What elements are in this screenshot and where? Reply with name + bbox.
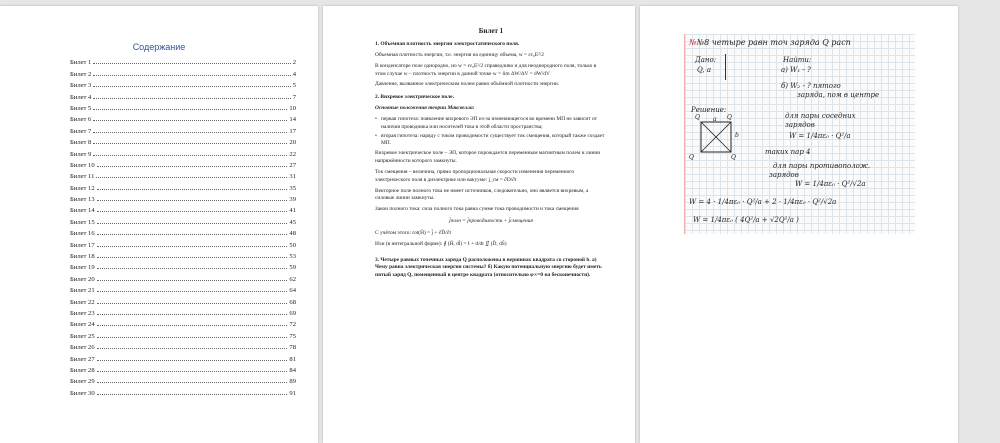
q2-formula-3: Или (в интегральной форме): ∮ (H̄, dl̄) = I + d/dt ∬ (D̄, dS̄) xyxy=(375,240,507,247)
toc-entry-page: 41 xyxy=(289,207,296,215)
toc-leader-dots xyxy=(93,63,290,64)
notes-step-6: W = 4 · 1/4πε₀ · Q²/a + 2 · 1/4πε₀ · Q²/√2a xyxy=(689,198,837,206)
toc-entry-label: Билет 12 xyxy=(70,184,95,192)
toc-entry-page: 78 xyxy=(289,344,296,352)
toc-leader-dots xyxy=(93,155,287,156)
toc-entry-page: 91 xyxy=(289,389,296,397)
notes-step-1b: зарядов xyxy=(785,121,815,129)
toc-entry-label: Билет 9 xyxy=(70,150,92,158)
toc-entry-page: 10 xyxy=(289,104,296,112)
toc-list xyxy=(70,55,296,397)
charge-label-tl: Q xyxy=(695,114,700,121)
toc-entry[interactable] xyxy=(70,374,296,385)
notes-header: №№8 четыре равн точ заряда Q расп xyxy=(689,38,851,47)
q1-paragraph-3: Давление, вызванное электрическим полем равно объёмной плотности энергии. xyxy=(375,81,560,88)
toc-leader-dots xyxy=(97,314,288,315)
toc-entry[interactable] xyxy=(70,146,296,157)
toc-entry[interactable] xyxy=(70,192,296,203)
toc-entry-label: Билет 16 xyxy=(70,230,95,238)
toc-leader-dots xyxy=(97,257,288,258)
notes-find-a: а) W₁ - ? xyxy=(781,66,811,74)
charge-label-br: Q xyxy=(731,154,736,161)
toc-entry[interactable] xyxy=(70,89,296,100)
toc-leader-dots xyxy=(97,382,288,383)
toc-entry[interactable] xyxy=(70,317,296,328)
toc-entry[interactable] xyxy=(70,214,296,225)
toc-leader-dots xyxy=(97,303,288,304)
q1-paragraph-2: В конденсаторе поле однородно, но w = εε₀E²/2 справедливо и для неоднородного поля, только в этом случае w – плотность энергии в данной точке w = lim ΔW/ΔV = dW/dV xyxy=(375,62,597,77)
toc-entry-page: 2 xyxy=(292,59,296,67)
toc-entry-page: 62 xyxy=(289,275,296,283)
toc-entry[interactable] xyxy=(70,180,296,191)
toc-entry-page: 4 xyxy=(292,70,296,78)
toc-entry-label: Билет 18 xyxy=(70,253,95,261)
notebook-photo xyxy=(684,34,915,234)
toc-entry-page: 35 xyxy=(289,184,296,192)
toc-entry-label: Билет 8 xyxy=(70,139,92,147)
toc-entry-label: Билет 30 xyxy=(70,389,95,397)
toc-entry-page: 50 xyxy=(289,241,296,249)
toc-entry[interactable] xyxy=(70,112,296,123)
notes-find-b2: заряда, пом в центре xyxy=(797,91,880,99)
toc-leader-dots xyxy=(93,109,287,110)
q2-bullet-2: • вторая гипотеза: наряду с током проводимости существует ток смещения, который также создает МП. xyxy=(375,133,607,149)
toc-leader-dots xyxy=(97,348,288,349)
toc-entry-page: 17 xyxy=(289,127,296,135)
toc-entry[interactable] xyxy=(70,101,296,112)
toc-entry[interactable] xyxy=(70,169,296,180)
charge-label-bl: Q xyxy=(689,154,694,161)
notes-page xyxy=(640,6,958,443)
toc-leader-dots xyxy=(93,86,290,87)
toc-entry-label: Билет 23 xyxy=(70,309,95,317)
toc-entry-page: 27 xyxy=(289,161,296,169)
notes-given-values: Q, a xyxy=(697,66,712,74)
toc-leader-dots xyxy=(97,291,288,292)
notes-step-4: для пары противополож. xyxy=(773,162,871,170)
toc-leader-dots xyxy=(97,223,288,224)
toc-entry-label: Билет 29 xyxy=(70,378,95,386)
toc-entry[interactable] xyxy=(70,294,296,305)
toc-entry[interactable] xyxy=(70,158,296,169)
toc-entry-label: Билет 14 xyxy=(70,207,95,215)
notes-step-3: таких пар 4 xyxy=(765,148,811,156)
toc-entry-page: 89 xyxy=(289,378,296,386)
notes-step-5: W = 1/4πε₀ · Q²/√2a xyxy=(795,180,866,188)
notes-solution-label: Решение: xyxy=(691,106,727,114)
toc-entry[interactable] xyxy=(70,340,296,351)
toc-leader-dots xyxy=(97,246,288,247)
toc-leader-dots xyxy=(93,120,287,121)
toc-leader-dots xyxy=(97,394,288,395)
toc-entry-label: Билет 6 xyxy=(70,116,92,124)
toc-entry[interactable] xyxy=(70,328,296,339)
toc-entry[interactable] xyxy=(70,203,296,214)
toc-entry-page: 84 xyxy=(289,366,296,374)
side-label-b: b xyxy=(735,132,739,139)
toc-leader-dots xyxy=(97,360,288,361)
toc-leader-dots xyxy=(97,166,288,167)
toc-entry-label: Билет 11 xyxy=(70,173,95,181)
toc-entry-page: 48 xyxy=(289,230,296,238)
toc-leader-dots xyxy=(97,325,288,326)
toc-entry-label: Билет 24 xyxy=(70,321,95,329)
q2-heading: 2. Вихревое электрическое поле. xyxy=(375,94,454,101)
toc-entry[interactable] xyxy=(70,55,296,66)
toc-leader-dots xyxy=(97,371,288,372)
toc-entry-page: 14 xyxy=(289,116,296,124)
toc-entry-label: Билет 17 xyxy=(70,241,95,249)
toc-entry-page: 20 xyxy=(289,139,296,147)
toc-entry[interactable] xyxy=(70,249,296,260)
q2-subheading: Основные положения теории Максвелла: xyxy=(375,105,475,112)
toc-entry[interactable] xyxy=(70,135,296,146)
toc-leader-dots xyxy=(93,132,287,133)
toc-entry-label: Билет 1 xyxy=(70,59,92,67)
toc-leader-dots xyxy=(97,211,288,212)
toc-entry-page: 69 xyxy=(289,309,296,317)
notes-step-2: W = 1/4πε₀ · Q²/a xyxy=(789,132,851,140)
q2-paragraph-4: Закон полного тока: сила полного тока равна сумме тока проводимости и тока смещения xyxy=(375,206,579,213)
charge-label-tr: Q xyxy=(727,114,732,121)
q1-heading: 1. Объемная плотность энергии электростатического поля. xyxy=(375,41,520,48)
toc-entry-label: Билет 7 xyxy=(70,127,92,135)
toc-leader-dots xyxy=(96,177,287,178)
toc-leader-dots xyxy=(97,268,288,269)
toc-entry[interactable] xyxy=(70,66,296,77)
toc-entry[interactable] xyxy=(70,283,296,294)
toc-leader-dots xyxy=(97,337,288,338)
toc-entry-page: 64 xyxy=(289,287,296,295)
toc-entry-page: 39 xyxy=(289,196,296,204)
notes-divider xyxy=(725,54,726,80)
toc-leader-dots xyxy=(97,189,288,190)
toc-leader-dots xyxy=(93,143,287,144)
notes-find-label: Найти: xyxy=(783,56,812,64)
toc-leader-dots xyxy=(97,200,288,201)
notes-step-1: для пары соседних xyxy=(785,112,856,120)
toc-entry-label: Билет 26 xyxy=(70,344,95,352)
toc-entry-label: Билет 20 xyxy=(70,275,95,283)
toc-entry-page: 59 xyxy=(289,264,296,272)
toc-entry-page: 68 xyxy=(289,298,296,306)
toc-leader-dots xyxy=(97,280,288,281)
toc-entry-page: 31 xyxy=(289,173,296,181)
ticket-page xyxy=(323,6,635,443)
toc-entry-label: Билет 15 xyxy=(70,218,95,226)
toc-entry[interactable] xyxy=(70,78,296,89)
toc-entry-label: Билет 3 xyxy=(70,82,92,90)
ticket-title: Билет 1 xyxy=(478,27,504,35)
notes-find-b: б) W₂ - ? пятого xyxy=(781,82,841,90)
toc-page xyxy=(0,6,318,443)
toc-entry-label: Билет 22 xyxy=(70,298,95,306)
toc-entry[interactable] xyxy=(70,226,296,237)
toc-entry[interactable] xyxy=(70,123,296,134)
toc-entry-page: 72 xyxy=(289,321,296,329)
notes-step-7: W = 1/4πε₀ ( 4Q²/a + √2Q²/a ) xyxy=(693,216,799,224)
q1-paragraph-1: Объемная плотность энергии, т.е. энергия на единицу объема, w = εε₀E²/2 xyxy=(375,51,544,58)
toc-entry-label: Билет 19 xyxy=(70,264,95,272)
notes-step-4b: зарядов xyxy=(769,171,799,179)
toc-entry-label: Билет 5 xyxy=(70,104,92,112)
toc-entry-page: 45 xyxy=(289,218,296,226)
toc-entry-page: 81 xyxy=(289,355,296,363)
notes-given-label: Дано: xyxy=(695,56,717,64)
side-label-a: a xyxy=(713,116,717,123)
toc-leader-dots xyxy=(97,234,288,235)
toc-entry[interactable] xyxy=(70,351,296,362)
q2-formula-2: С учётом этого: rot(H̄) = j̄ + ∂D̄/∂t xyxy=(375,229,451,236)
toc-entry-label: Билет 27 xyxy=(70,355,95,363)
toc-entry[interactable] xyxy=(70,237,296,248)
q3-text: 3. Четыре равных точечных заряда Q расположены в вершинах квадрата со стороной b. а) Чему равна электрическая энергия системы? б) Какую потенциальную энергию будет иметь пятый заряд Q, помещенный в центре квадрата (относительно φ∞=0 на бесконечности). xyxy=(375,256,602,279)
toc-entry[interactable] xyxy=(70,271,296,282)
toc-entry-label: Билет 4 xyxy=(70,93,92,101)
toc-entry-label: Билет 10 xyxy=(70,161,95,169)
toc-entry-label: Билет 2 xyxy=(70,70,92,78)
q2-bullet-1: • первая гипотеза: появление вихревого ЭП из-за изменяющегося во времени МП не зависит от наличия проводника или носителей тока в этой области пространства; xyxy=(375,116,607,132)
q2-formula-1: j̄полн = j̄проводимости + j̄смещения xyxy=(449,218,533,225)
toc-entry-page: 75 xyxy=(289,332,296,340)
toc-entry[interactable] xyxy=(70,306,296,317)
toc-leader-dots xyxy=(93,75,290,76)
toc-entry-label: Билет 21 xyxy=(70,287,95,295)
q2-paragraph-2: Ток смещения – величина, прямо пропорциональная скорости изменения переменного электрического поля в диэлектрике или вакууме: j_см = ∂D/∂t xyxy=(375,168,575,183)
toc-entry-label: Билет 25 xyxy=(70,332,95,340)
toc-entry-label: Билет 28 xyxy=(70,366,95,374)
toc-entry-page: 7 xyxy=(292,93,296,101)
toc-entry[interactable] xyxy=(70,385,296,396)
q2-paragraph-3: Векторное поле полного тока не имеет источников, следовательно, оно является вихревым, а силовые линии замкнуты. xyxy=(375,187,589,202)
toc-entry[interactable] xyxy=(70,363,296,374)
toc-entry-page: 5 xyxy=(292,82,296,90)
toc-entry-page: 22 xyxy=(289,150,296,158)
toc-title: Содержание xyxy=(132,42,186,52)
ticket-content xyxy=(375,26,607,280)
toc-entry[interactable] xyxy=(70,260,296,271)
q2-paragraph-1: Вихревое электрическое поле – ЭП, которое порождается переменным магнитным полем и линии напряжённости которого замкнуты. xyxy=(375,150,601,165)
toc-entry-label: Билет 13 xyxy=(70,196,95,204)
toc-leader-dots xyxy=(93,98,290,99)
toc-entry-page: 53 xyxy=(289,253,296,261)
